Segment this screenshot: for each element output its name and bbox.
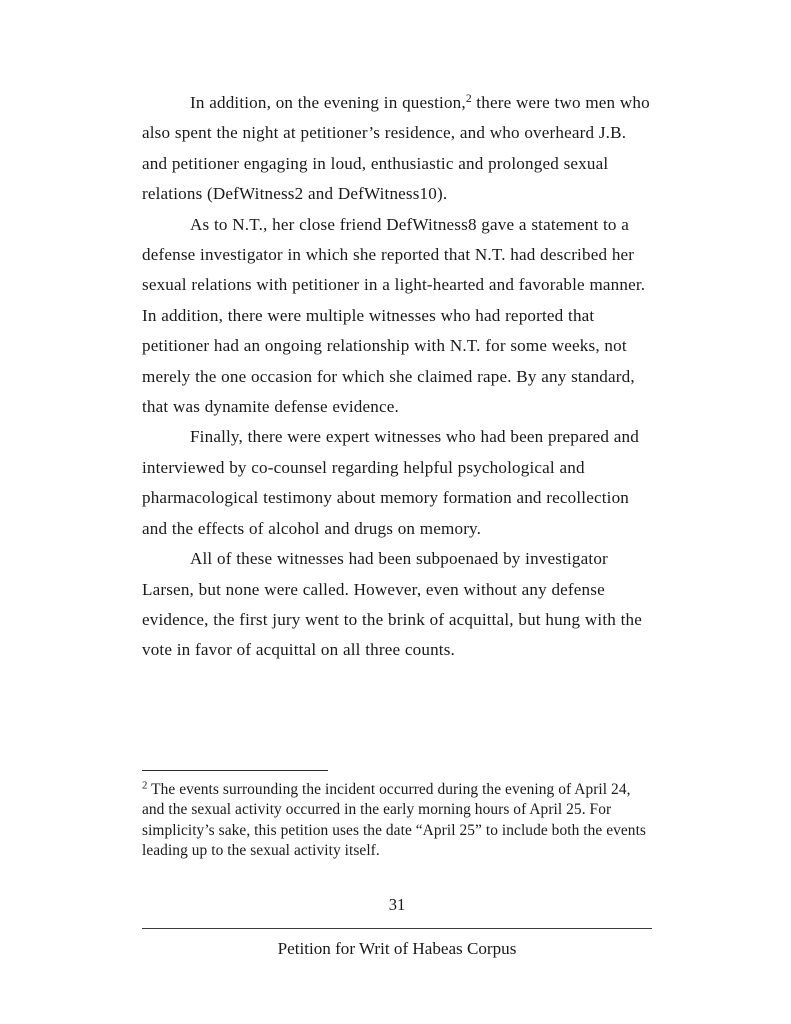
page-number: 31 xyxy=(388,895,406,914)
paragraph-as-to-nt: As to N.T., her close friend DefWitness8 gave a statement to a defense investigator in which she reported that N.T. had described her sexual relations with petitioner in a light-hearted and favorable manner. In addition, there were multiple witnesses who had reported that petitioner had an ongoing relationship with N.T. for some weeks, not merely the one occasion for which she claimed rape. By any standard, that was dynamite defense evidence. xyxy=(142,214,646,417)
body-text-column xyxy=(142,88,652,666)
paragraph-all-of-these: All of these witnesses had been subpoenaed by investigator Larsen, but none were called. However, even without any defense evidence, the first jury went to the brink of acquittal, but hung with the vote in favor of acquittal on all three counts. xyxy=(142,549,642,660)
footnote-number: 2 xyxy=(142,779,148,792)
footnote-separator-rule xyxy=(142,770,328,771)
footnote-block xyxy=(142,770,652,861)
footnote-body-text: The events surrounding the incident occurred during the evening of April 24, and the sexual activity occurred in the early morning hours of April 25. For simplicity’s sake, this petition uses the date “April 25” to include both the events leading up to the sexual activity itself. xyxy=(142,781,647,859)
footnote-entry xyxy=(142,780,652,861)
footnote-reference-marker[interactable]: 2 xyxy=(465,91,472,105)
paragraph-text-before-footnote-ref: In addition, on the evening in question, xyxy=(190,93,466,112)
paragraph-finally: Finally, there were expert witnesses who had been prepared and interviewed by co-counsel regarding helpful psychological and pharmacological testimony about memory formation and recollection and the effects of alcohol and drugs on memory. xyxy=(142,427,639,538)
footer-document-title: Petition for Writ of Habeas Corpus xyxy=(277,939,517,958)
paragraph-text-after-footnote-ref: there were two men who also spent the night at petitioner’s residence, and who overheard J.B. and petitioner engaging in loud, enthusiastic and prolonged sexual relations (DefWitness2 and DefWitness10). xyxy=(142,93,650,204)
paragraph-in-addition xyxy=(142,88,652,210)
footer-separator-rule xyxy=(142,928,652,929)
